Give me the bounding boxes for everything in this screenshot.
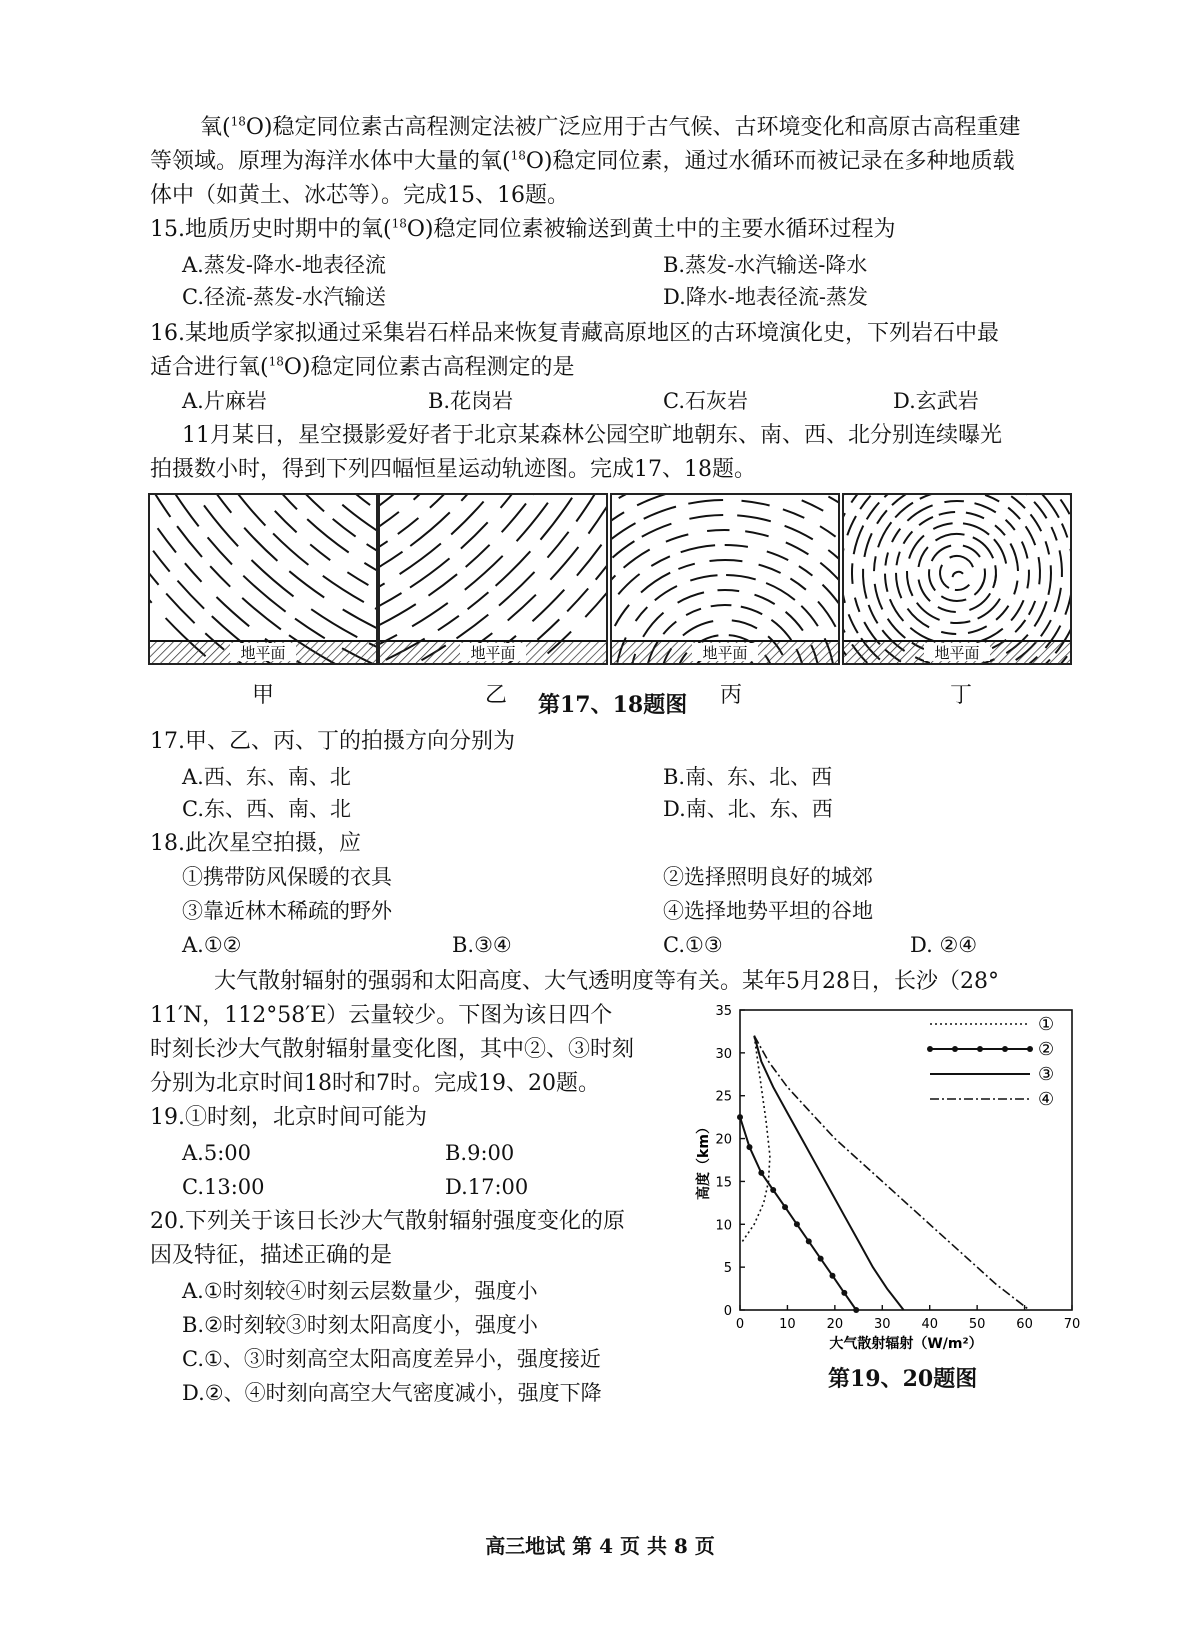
series-2-point xyxy=(818,1256,824,1262)
legend-marker xyxy=(927,1046,933,1052)
x-tick-label: 10 xyxy=(779,1317,796,1332)
q16-stem-line2: 适合进行氧($^{18}$O)稳定同位素古高程测定的是 xyxy=(150,354,575,380)
x-tick-label: 40 xyxy=(921,1317,938,1332)
panel-label-bing: 丙 xyxy=(720,683,743,708)
q18-option-c: C.①③ xyxy=(663,933,723,957)
q17-stem: 17.甲、乙、丙、丁的拍摄方向分别为 xyxy=(150,729,515,754)
ground-label-jia: 地平面 xyxy=(240,644,286,662)
q20-option-c: C.①、③时刻高空太阳高度差异小，强度接近 xyxy=(182,1347,601,1371)
q20-option-a: A.①时刻较④时刻云层数量少，强度小 xyxy=(182,1279,538,1303)
q15-option-b: B.蒸发-水汽输送-降水 xyxy=(663,253,868,277)
star-panel-jia xyxy=(148,493,378,665)
series-2-point xyxy=(770,1187,776,1193)
star-trails-bing xyxy=(612,495,838,663)
q20-stem-line1: 20.下列关于该日长沙大气散射辐射强度变化的原 xyxy=(150,1209,625,1234)
q18-item-4: ④选择地势平坦的谷地 xyxy=(663,899,873,923)
y-tick-label: 15 xyxy=(715,1175,732,1191)
intro3-line4: 分别为北京时间18时和7时。完成19、20题。 xyxy=(150,1071,600,1096)
intro3-line1: 大气散射辐射的强弱和太阳高度、大气透明度等有关。某年5月28日，长沙（28° xyxy=(214,969,999,994)
x-tick-label: 70 xyxy=(1063,1317,1081,1332)
q19-option-c: C.13:00 xyxy=(182,1175,265,1199)
q19-option-b: B.9:00 xyxy=(445,1141,515,1165)
legend-marker xyxy=(1002,1046,1008,1052)
q19-option-a: A.5:00 xyxy=(182,1141,251,1165)
panel-label-yi: 乙 xyxy=(485,683,508,708)
y-tick-label: 25 xyxy=(715,1089,732,1105)
q18-item-3: ③靠近林木稀疏的野外 xyxy=(182,899,392,923)
star-panel-bing xyxy=(610,493,840,665)
legend-label-3: ③ xyxy=(1038,1064,1055,1085)
q20-stem-line2: 因及特征，描述正确的是 xyxy=(150,1243,393,1268)
q20-option-d: D.②、④时刻向高空大气密度减小，强度下降 xyxy=(182,1381,602,1405)
star-trails-jia xyxy=(150,495,376,663)
q18-item-1: ①携带防风保暖的衣具 xyxy=(182,865,392,889)
series-line-4 xyxy=(754,1036,1029,1310)
chart-x-axis-label: 大气散射辐射（W/m²） xyxy=(829,1336,983,1352)
star-trails-yi xyxy=(380,495,606,663)
intro1-line1: 氧($^{18}$O)稳定同位素古高程测定法被广泛应用于古气候、古环境变化和高原古高程重建 xyxy=(200,114,1021,140)
scatter-radiation-chart xyxy=(690,1000,1090,1360)
x-tick-label: 60 xyxy=(1016,1317,1033,1332)
q17-option-c: C.东、西、南、北 xyxy=(182,797,351,821)
figure-caption-17-18: 第17、18题图 xyxy=(538,692,688,718)
q18-option-b: B.③④ xyxy=(452,933,512,957)
q15-option-a: A.蒸发-降水-地表径流 xyxy=(182,253,387,277)
series-2-point xyxy=(758,1170,764,1176)
series-line-2 xyxy=(740,1117,856,1310)
y-tick-label: 0 xyxy=(723,1304,732,1319)
x-tick-label: 30 xyxy=(874,1317,891,1332)
intro1-line3: 体中（如黄土、冰芯等）。完成15、16题。 xyxy=(150,183,569,208)
y-tick-label: 10 xyxy=(715,1218,732,1234)
series-2-point xyxy=(853,1307,859,1313)
q16-option-d: D.玄武岩 xyxy=(893,389,979,413)
q15-option-d: D.降水-地表径流-蒸发 xyxy=(663,285,868,309)
q18-item-2: ②选择照明良好的城郊 xyxy=(663,865,873,889)
series-2-point xyxy=(829,1273,835,1279)
star-panel-yi xyxy=(378,493,608,665)
ground-label-ding: 地平面 xyxy=(934,644,980,662)
q17-option-b: B.南、东、北、西 xyxy=(663,765,833,789)
intro2-line1: 11月某日，星空摄影爱好者于北京某森林公园空旷地朝东、南、西、北分别连续曝光 xyxy=(182,423,1002,448)
intro1-line2: 等领域。原理为海洋水体中大量的氧($^{18}$O)稳定同位素，通过水循环而被记录在多种地质载 xyxy=(150,148,1015,174)
ground-label-yi: 地平面 xyxy=(470,644,516,662)
intro3-line3: 时刻长沙大气散射辐射量变化图，其中②、③时刻 xyxy=(150,1037,635,1062)
x-tick-label: 20 xyxy=(826,1317,844,1332)
series-2-point xyxy=(794,1221,800,1227)
q20-option-b: B.②时刻较③时刻太阳高度小，强度小 xyxy=(182,1313,538,1337)
y-tick-label: 30 xyxy=(715,1046,732,1062)
legend-label-4: ④ xyxy=(1038,1089,1055,1110)
intro2-line2: 拍摄数小时，得到下列四幅恒星运动轨迹图。完成17、18题。 xyxy=(150,457,756,482)
legend-marker xyxy=(952,1046,958,1052)
panel-label-ding: 丁 xyxy=(950,683,973,708)
x-tick-label: 0 xyxy=(735,1317,745,1332)
q16-stem-line1: 16.某地质学家拟通过采集岩石样品来恢复青藏高原地区的古环境演化史，下列岩石中最 xyxy=(150,321,999,346)
star-panel-ding xyxy=(842,493,1072,665)
star-trails-ding xyxy=(844,495,1070,663)
chart-plot-frame xyxy=(740,1010,1072,1310)
q18-option-a: A.①② xyxy=(182,933,242,957)
q16-option-c: C.石灰岩 xyxy=(663,389,748,413)
page-footer: 高三地试 第 4 页 共 8 页 xyxy=(485,1534,715,1558)
legend-marker xyxy=(977,1046,983,1052)
y-tick-label: 20 xyxy=(715,1132,732,1148)
legend-label-1: ① xyxy=(1038,1014,1055,1035)
q16-option-a: A.片麻岩 xyxy=(182,389,267,413)
legend-label-2: ② xyxy=(1038,1039,1055,1060)
figure-caption-19-20: 第19、20题图 xyxy=(828,1366,978,1392)
q17-option-a: A.西、东、南、北 xyxy=(182,765,351,789)
q15-option-c: C.径流-蒸发-水汽输送 xyxy=(182,285,387,309)
q18-stem: 18.此次星空拍摄，应 xyxy=(150,831,361,856)
chart-y-axis-label: 高度（km） xyxy=(696,1120,712,1200)
q15-stem: 15.地质历史时期中的氧($^{18}$O)稳定同位素被输送到黄土中的主要水循环过程为 xyxy=(150,216,896,242)
q18-option-d: D. ②④ xyxy=(910,933,978,957)
y-tick-label: 5 xyxy=(723,1261,732,1277)
ground-label-bing: 地平面 xyxy=(702,644,748,662)
q17-option-d: D.南、北、东、西 xyxy=(663,797,833,821)
x-tick-label: 50 xyxy=(968,1317,986,1332)
series-2-point xyxy=(782,1204,788,1210)
series-2-point xyxy=(746,1144,752,1150)
q19-option-d: D.17:00 xyxy=(445,1175,529,1199)
legend-marker xyxy=(1027,1046,1033,1052)
panel-label-jia: 甲 xyxy=(252,683,275,708)
series-2-point xyxy=(737,1114,743,1120)
series-2-point xyxy=(806,1238,812,1244)
y-tick-label: 35 xyxy=(715,1004,732,1019)
q16-option-b: B.花岗岩 xyxy=(428,389,514,413)
intro3-line2: 11′N，112°58′E）云量较少。下图为该日四个 xyxy=(150,1003,613,1028)
q19-stem: 19.①时刻，北京时间可能为 xyxy=(150,1105,427,1130)
series-2-point xyxy=(841,1290,847,1296)
